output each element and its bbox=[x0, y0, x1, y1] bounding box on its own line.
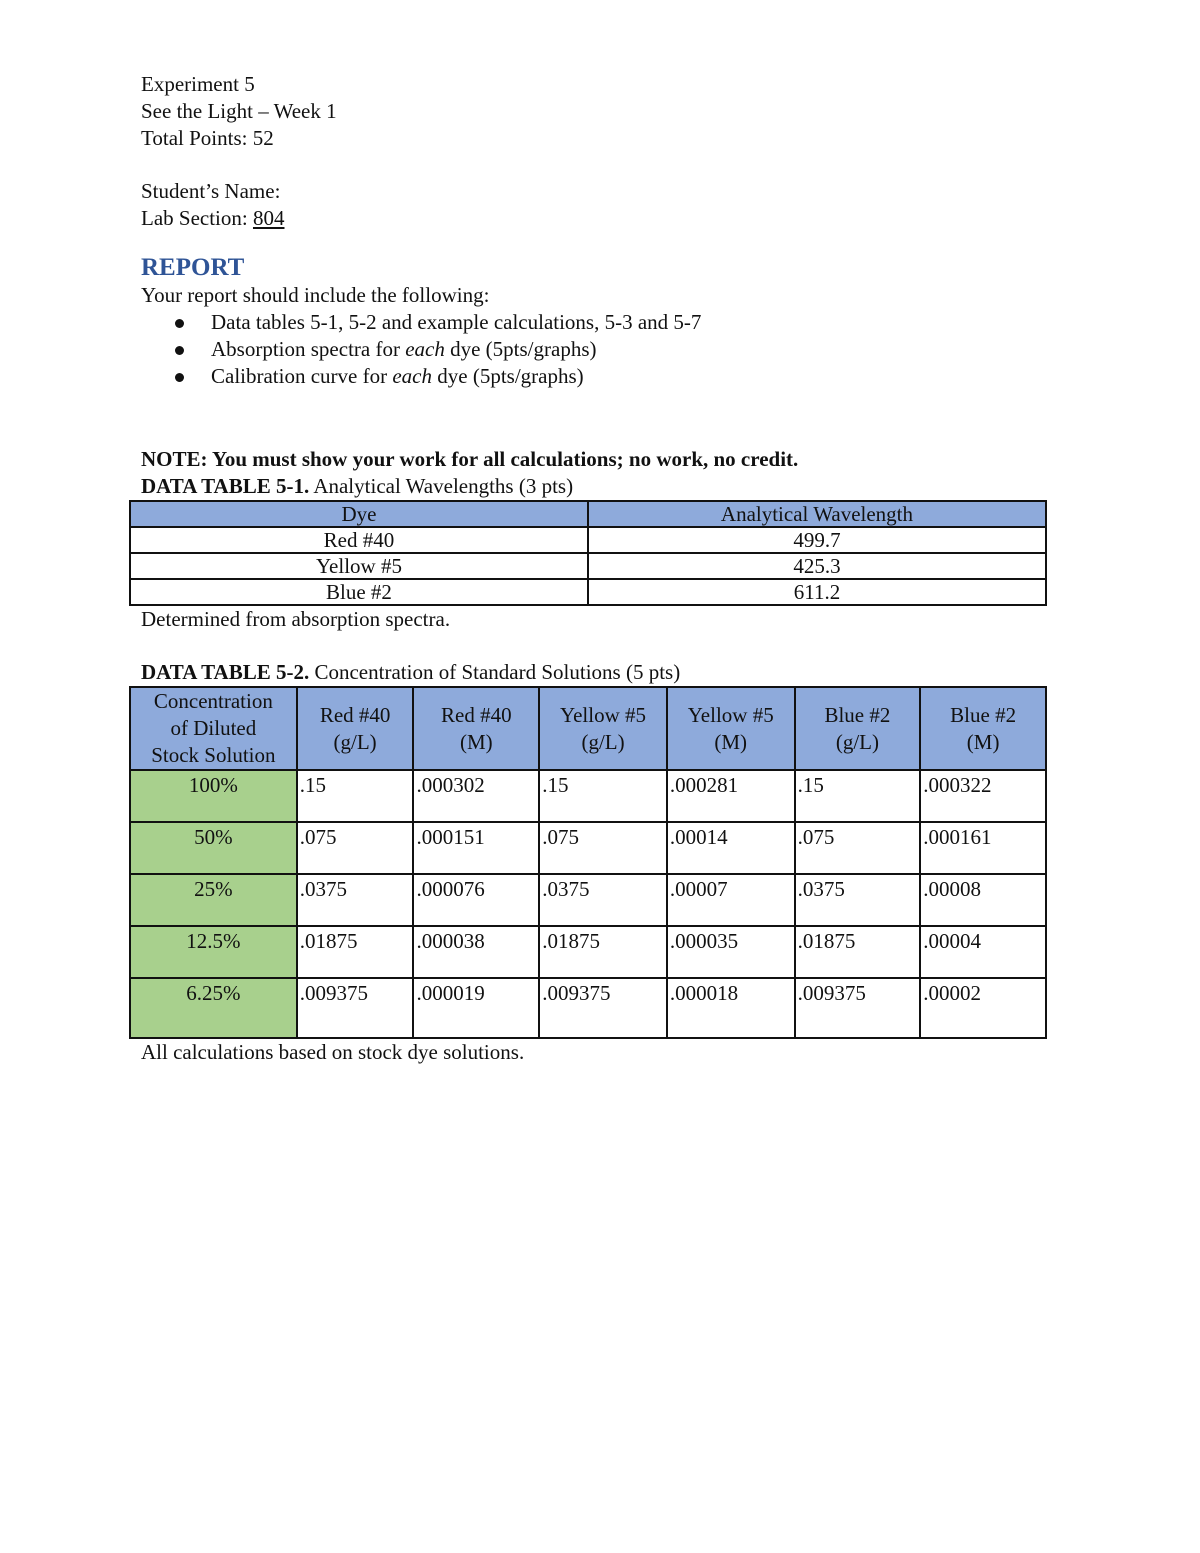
table-cell: .15 bbox=[297, 770, 414, 822]
table-cell: .000019 bbox=[413, 978, 539, 1038]
header-cell: Red #40 (g/L) bbox=[297, 687, 414, 770]
header-cell: Dye bbox=[130, 501, 588, 527]
list-item: Calibration curve for each dye (5pts/graphs) bbox=[171, 363, 1051, 390]
table2-caption: DATA TABLE 5-2. Concentration of Standard Solutions (5 pts) bbox=[141, 660, 681, 684]
table-cell: .000151 bbox=[413, 822, 539, 874]
bullet-icon bbox=[175, 373, 184, 382]
concentration-cell: 25% bbox=[130, 874, 297, 926]
table-cell: .15 bbox=[539, 770, 667, 822]
table-cell: .000302 bbox=[413, 770, 539, 822]
table1-caption: DATA TABLE 5-1. Analytical Wavelengths (3 pts) bbox=[141, 474, 574, 498]
header-cell: Blue #2 (g/L) bbox=[795, 687, 921, 770]
table-cell: .01875 bbox=[795, 926, 921, 978]
experiment-number: Experiment 5 bbox=[141, 72, 255, 96]
header-cell: Yellow #5 (g/L) bbox=[539, 687, 667, 770]
table-header-row bbox=[130, 501, 1046, 527]
experiment-title: See the Light – Week 1 bbox=[141, 99, 337, 123]
header-cell: Analytical Wavelength bbox=[588, 501, 1046, 527]
lab-section bbox=[141, 205, 1051, 232]
concentration-cell: 100% bbox=[130, 770, 297, 822]
table-cell: .00007 bbox=[667, 874, 795, 926]
header-cell: Yellow #5 (M) bbox=[667, 687, 795, 770]
document-page bbox=[141, 71, 1051, 1066]
student-name-label: Student’s Name: bbox=[141, 179, 281, 203]
table-cell: .009375 bbox=[795, 978, 921, 1038]
table-row bbox=[130, 553, 1046, 579]
table-cell: .009375 bbox=[297, 978, 414, 1038]
requirements-list bbox=[141, 309, 1051, 390]
table-cell: .075 bbox=[297, 822, 414, 874]
concentration-cell: 50% bbox=[130, 822, 297, 874]
table-cell: 499.7 bbox=[588, 527, 1046, 553]
table-row bbox=[130, 926, 1046, 978]
table-cell: .01875 bbox=[539, 926, 667, 978]
lab-section-label: Lab Section: bbox=[141, 206, 253, 230]
table-cell: Yellow #5 bbox=[130, 553, 588, 579]
table-row bbox=[130, 874, 1046, 926]
table-cell: .000161 bbox=[920, 822, 1046, 874]
table-cell: .0375 bbox=[297, 874, 414, 926]
table-cell: Red #40 bbox=[130, 527, 588, 553]
lab-section-value: 804 bbox=[252, 206, 285, 230]
table-row bbox=[130, 579, 1046, 605]
table-cell: .000076 bbox=[413, 874, 539, 926]
table-cell: .0375 bbox=[539, 874, 667, 926]
table-cell: .15 bbox=[795, 770, 921, 822]
list-item: Data tables 5-1, 5-2 and example calculations, 5-3 and 5-7 bbox=[171, 309, 1051, 336]
table-row bbox=[130, 978, 1046, 1038]
table2-footnote: All calculations based on stock dye solutions. bbox=[141, 1040, 525, 1064]
table-cell: .000018 bbox=[667, 978, 795, 1038]
table-cell: .00014 bbox=[667, 822, 795, 874]
bullet-icon bbox=[175, 346, 184, 355]
table-cell: .000035 bbox=[667, 926, 795, 978]
table-cell: .075 bbox=[539, 822, 667, 874]
table-cell: .009375 bbox=[539, 978, 667, 1038]
bullet-icon bbox=[175, 319, 184, 328]
table-header-row bbox=[130, 687, 1046, 770]
table-row bbox=[130, 822, 1046, 874]
report-heading: REPORT bbox=[141, 254, 245, 281]
report-intro: Your report should include the following: bbox=[141, 283, 490, 307]
concentration-cell: 6.25% bbox=[130, 978, 297, 1038]
table-row bbox=[130, 770, 1046, 822]
table-cell: .000038 bbox=[413, 926, 539, 978]
list-item: Absorption spectra for each dye (5pts/graphs) bbox=[171, 336, 1051, 363]
header-cell: Red #40 (M) bbox=[413, 687, 539, 770]
wavelengths-table bbox=[129, 500, 1047, 606]
table-cell: Blue #2 bbox=[130, 579, 588, 605]
table-row bbox=[130, 527, 1046, 553]
table-cell: 425.3 bbox=[588, 553, 1046, 579]
table-cell: .00002 bbox=[920, 978, 1046, 1038]
table-cell: .000281 bbox=[667, 770, 795, 822]
work-note: NOTE: You must show your work for all calculations; no work, no credit. bbox=[141, 447, 799, 471]
table-cell: 611.2 bbox=[588, 579, 1046, 605]
table1-footnote: Determined from absorption spectra. bbox=[141, 607, 451, 631]
concentration-cell: 12.5% bbox=[130, 926, 297, 978]
table-cell: .000322 bbox=[920, 770, 1046, 822]
header-cell: Blue #2 (M) bbox=[920, 687, 1046, 770]
table-cell: .00004 bbox=[920, 926, 1046, 978]
table-cell: .075 bbox=[795, 822, 921, 874]
table-cell: .0375 bbox=[795, 874, 921, 926]
table-cell: .00008 bbox=[920, 874, 1046, 926]
total-points: Total Points: 52 bbox=[141, 126, 274, 150]
concentrations-table bbox=[129, 686, 1047, 1039]
table-cell: .01875 bbox=[297, 926, 414, 978]
header-cell: Concentration of Diluted Stock Solution bbox=[130, 687, 297, 770]
